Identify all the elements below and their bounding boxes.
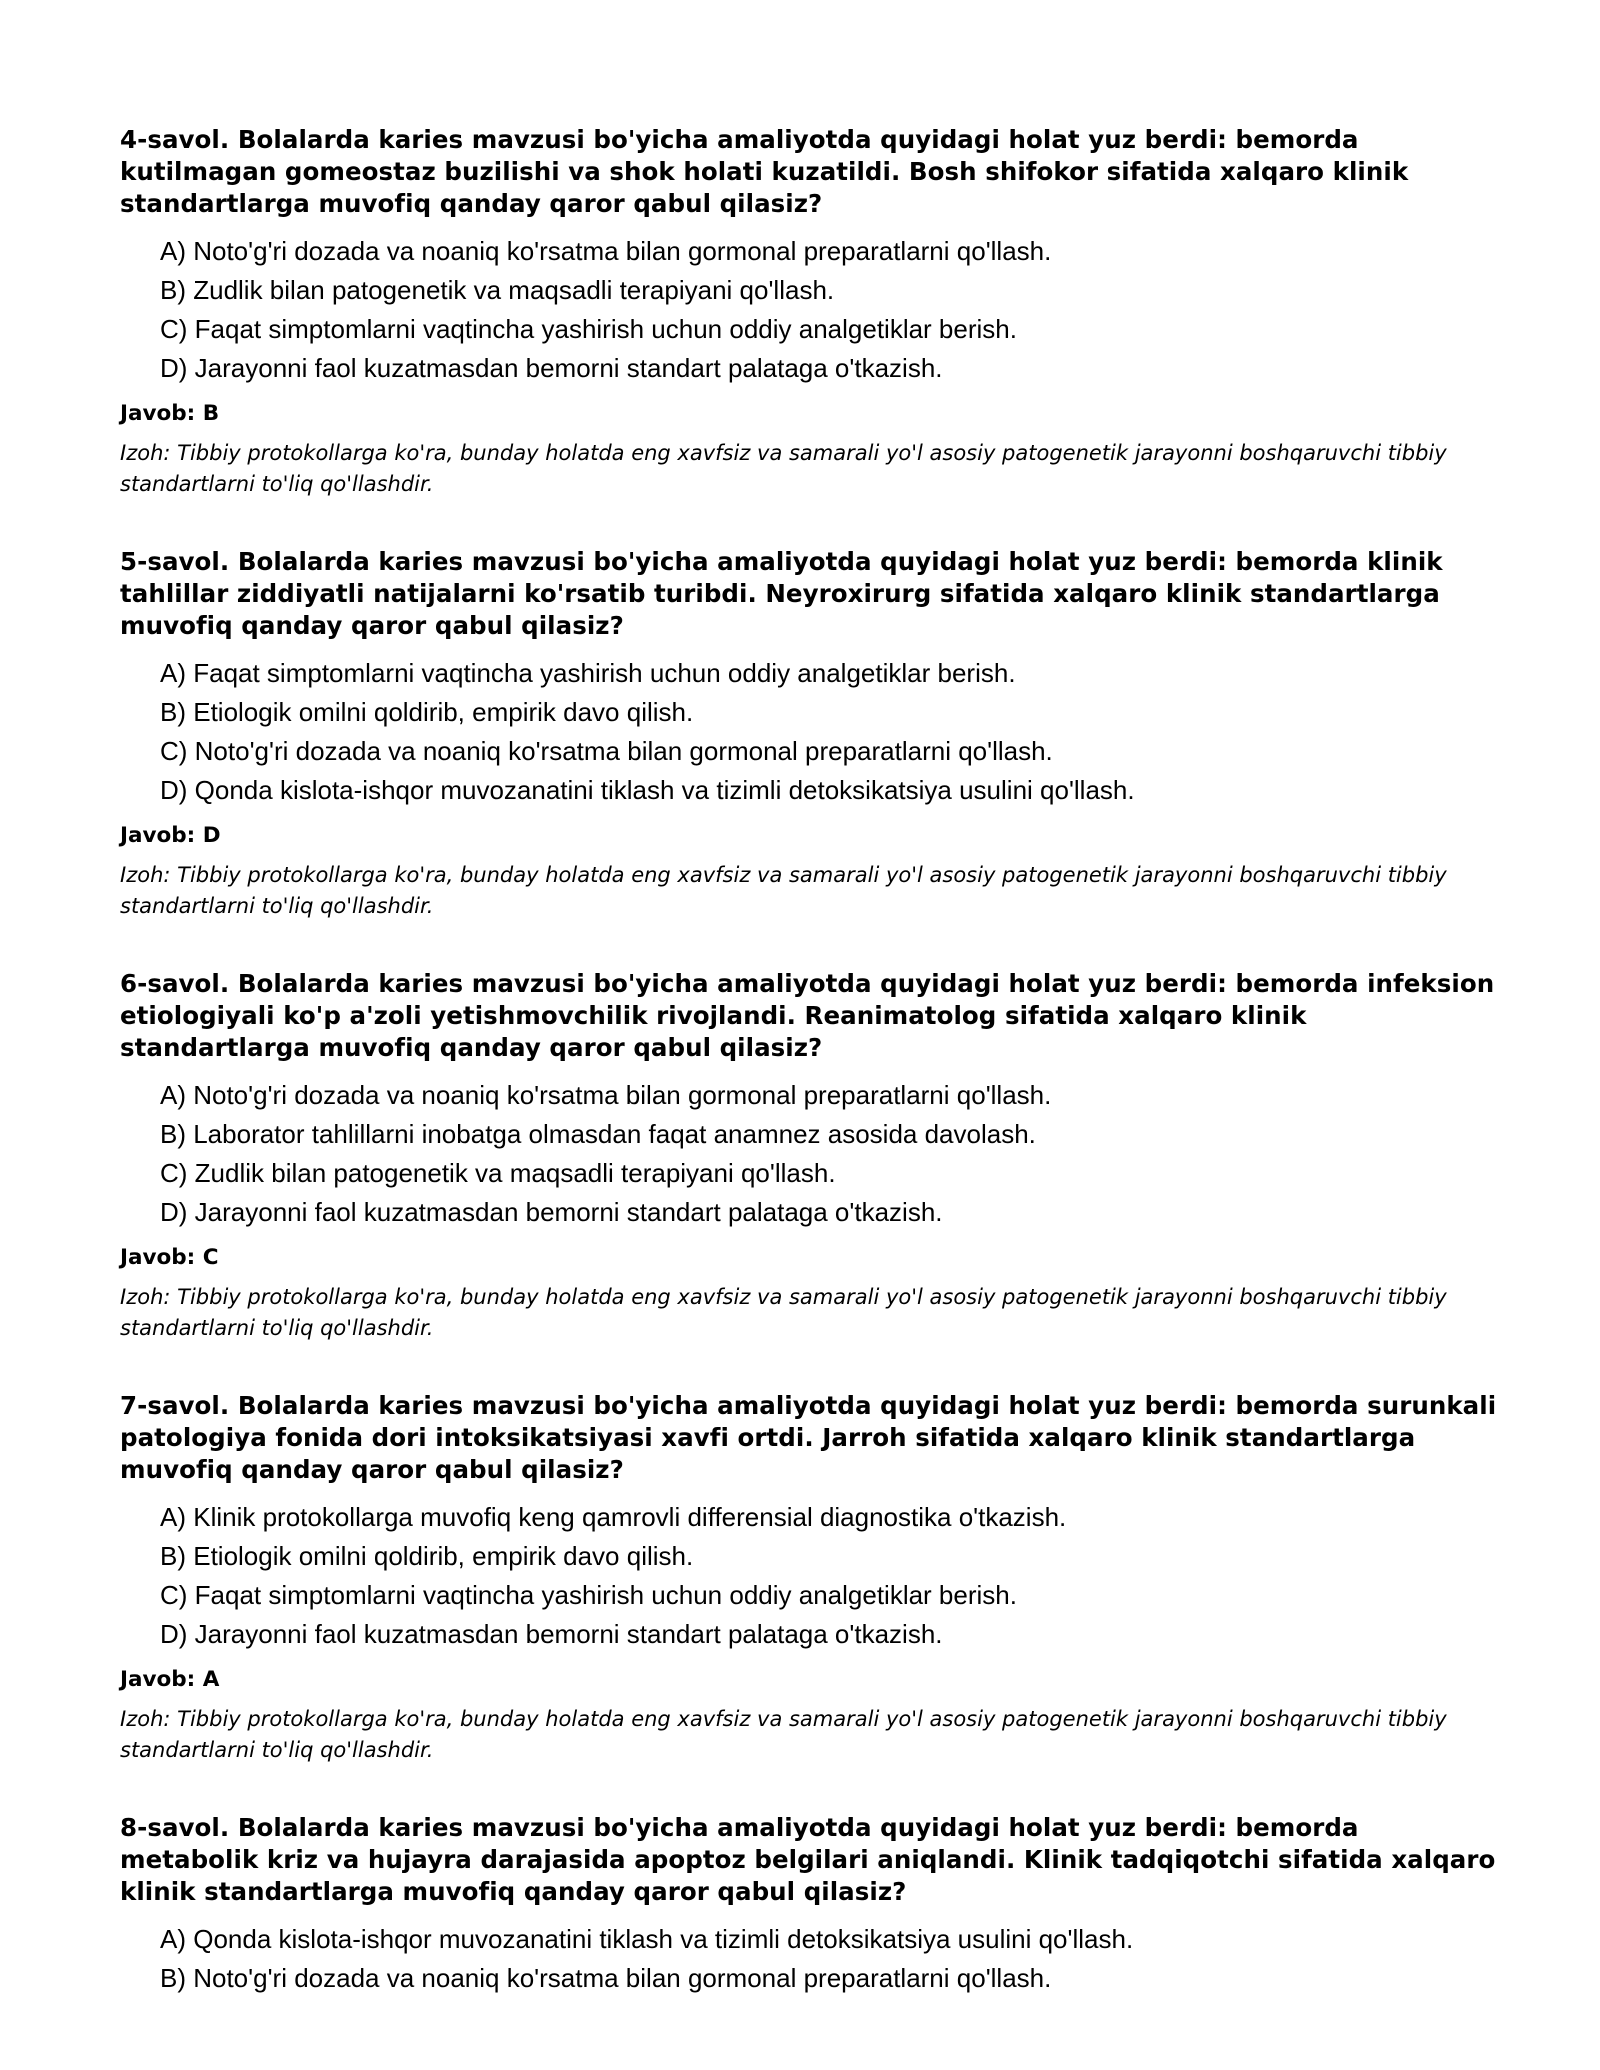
option-d: D) Jarayonni faol kuzatmasdan bemorni standart palataga o'tkazish.	[160, 1619, 943, 1649]
option-c: C) Noto'g'ri dozada va noaniq ko'rsatma bilan gormonal preparatlarni qo'llash.	[160, 736, 1053, 766]
option-d: D) Qonda kislota-ishqor muvozanatini tiklash va tizimli detoksikatsiya usulini qo'llash.	[160, 775, 1135, 805]
option-list	[120, 1076, 1500, 1232]
option-d: D) Jarayonni faol kuzatmasdan bemorni standart palataga o'tkazish.	[160, 1197, 943, 1227]
question-title: 5-savol. Bolalarda karies mavzusi bo'yicha amaliyotda quyidagi holat yuz berdi: bemorda klinik tahlillar ziddiyatli natijalarni ko'rsatib turibdi. Neyroxirurg sifatida xalqaro klinik standartlarga muvofiq qanday qaror qabul qilasiz?	[120, 547, 1443, 640]
explanation-note: Izoh: Tibbiy protokollarga ko'ra, bunday holatda eng xavfsiz va samarali yo'l asosiy patogenetik jarayonni boshqaruvchi tibbiy standartlarni to'liq qo'llashdir.	[120, 1285, 1447, 1340]
answer-label: Javob: B	[120, 401, 220, 426]
option-a: A) Faqat simptomlarni vaqtincha yashirish uchun oddiy analgetiklar berish.	[160, 658, 1016, 688]
option-b: B) Laborator tahlillarni inobatga olmasdan faqat anamnez asosida davolash.	[160, 1119, 1036, 1149]
question-block	[120, 124, 1500, 500]
answer-label: Javob: A	[120, 1667, 220, 1692]
option-list	[120, 1498, 1500, 1654]
question-title: 8-savol. Bolalarda karies mavzusi bo'yicha amaliyotda quyidagi holat yuz berdi: bemorda metabolik kriz va hujayra darajasida apoptoz belgilari aniqlandi. Klinik tadqiqotchi sifatida xalqaro klinik standartlarga muvofiq qanday qaror qabul qilasiz?	[120, 1813, 1496, 1906]
question-block	[120, 1812, 1500, 1998]
option-a: A) Qonda kislota-ishqor muvozanatini tiklash va tizimli detoksikatsiya usulini qo'llash.	[160, 1924, 1134, 1954]
question-block	[120, 968, 1500, 1344]
option-list	[120, 654, 1500, 810]
question-title: 4-savol. Bolalarda karies mavzusi bo'yicha amaliyotda quyidagi holat yuz berdi: bemorda kutilmagan gomeostaz buzilishi va shok holati kuzatildi. Bosh shifokor sifatida xalqaro klinik standartlarga muvofiq qanday qaror qabul qilasiz?	[120, 125, 1409, 218]
option-b: B) Noto'g'ri dozada va noaniq ko'rsatma bilan gormonal preparatlarni qo'llash.	[160, 1963, 1052, 1993]
option-c: C) Faqat simptomlarni vaqtincha yashirish uchun oddiy analgetiklar berish.	[160, 1580, 1017, 1610]
option-b: B) Etiologik omilni qoldirib, empirik davo qilish.	[160, 697, 694, 727]
option-d: D) Jarayonni faol kuzatmasdan bemorni standart palataga o'tkazish.	[160, 353, 943, 383]
question-title: 6-savol. Bolalarda karies mavzusi bo'yicha amaliyotda quyidagi holat yuz berdi: bemorda infeksion etiologiyali ko'p a'zoli yetishmovchilik rivojlandi. Reanimatolog sifatida xalqaro klinik standartlarga muvofiq qanday qaror qabul qilasiz?	[120, 969, 1495, 1062]
option-list	[120, 232, 1500, 388]
answer-label: Javob: C	[120, 1245, 219, 1270]
option-a: A) Noto'g'ri dozada va noaniq ko'rsatma bilan gormonal preparatlarni qo'llash.	[160, 236, 1052, 266]
explanation-note: Izoh: Tibbiy protokollarga ko'ra, bunday holatda eng xavfsiz va samarali yo'l asosiy patogenetik jarayonni boshqaruvchi tibbiy standartlarni to'liq qo'llashdir.	[120, 863, 1447, 918]
explanation-note: Izoh: Tibbiy protokollarga ko'ra, bunday holatda eng xavfsiz va samarali yo'l asosiy patogenetik jarayonni boshqaruvchi tibbiy standartlarni to'liq qo'llashdir.	[120, 1707, 1447, 1762]
option-a: A) Klinik protokollarga muvofiq keng qamrovli differensial diagnostika o'tkazish.	[160, 1502, 1067, 1532]
question-block	[120, 546, 1500, 922]
question-block	[120, 1390, 1500, 1766]
option-b: B) Zudlik bilan patogenetik va maqsadli terapiyani qo'llash.	[160, 275, 835, 305]
answer-label: Javob: D	[120, 823, 221, 848]
option-b: B) Etiologik omilni qoldirib, empirik davo qilish.	[160, 1541, 694, 1571]
question-title: 7-savol. Bolalarda karies mavzusi bo'yicha amaliyotda quyidagi holat yuz berdi: bemorda surunkali patologiya fonida dori intoksikatsiyasi xavfi ortdi. Jarroh sifatida xalqaro klinik standartlarga muvofiq qanday qaror qabul qilasiz?	[120, 1391, 1497, 1484]
option-c: C) Faqat simptomlarni vaqtincha yashirish uchun oddiy analgetiklar berish.	[160, 314, 1017, 344]
option-a: A) Noto'g'ri dozada va noaniq ko'rsatma bilan gormonal preparatlarni qo'llash.	[160, 1080, 1052, 1110]
option-c: C) Zudlik bilan patogenetik va maqsadli terapiyani qo'llash.	[160, 1158, 836, 1188]
explanation-note: Izoh: Tibbiy protokollarga ko'ra, bunday holatda eng xavfsiz va samarali yo'l asosiy patogenetik jarayonni boshqaruvchi tibbiy standartlarni to'liq qo'llashdir.	[120, 441, 1447, 496]
option-list	[120, 1920, 1500, 1998]
document-page	[120, 124, 1500, 2044]
